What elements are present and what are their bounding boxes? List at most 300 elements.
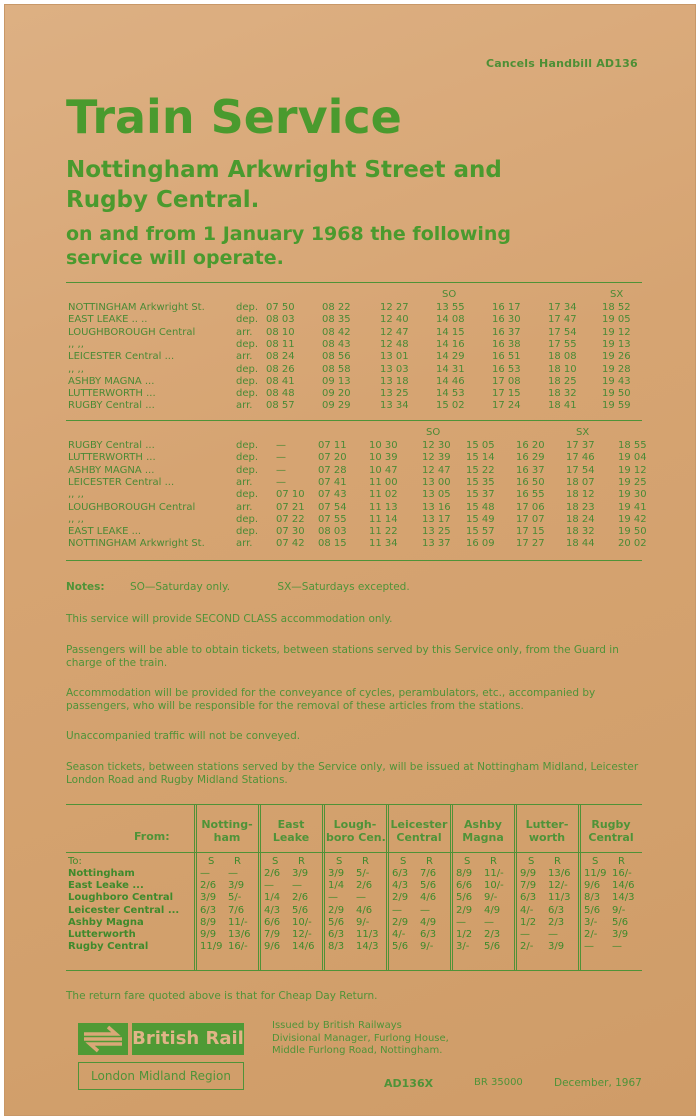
timetable-time: 19 26 [602,351,631,363]
fare-value: 14/3 [612,892,635,904]
issued-line: Divisional Manager, Furlong House, [272,1032,449,1044]
fare-value: 5/- [356,868,370,879]
issued-line: Middle Furlong Road, Nottingham. [272,1045,443,1056]
subtitle-line-2: Rugby Central. [66,187,260,213]
timetable-time: 17 15 [516,526,545,538]
fare-value: 4/3 [264,904,281,916]
timetable-time: 07 42 [276,538,305,550]
timetable-time: 19 50 [602,388,631,400]
fare-value: 14/6 [292,941,315,953]
single-return-header: S [400,856,407,867]
timetable-time: 19 28 [602,363,631,375]
timetable-time: 15 02 [436,400,465,412]
fare-value: 4/9 [420,916,437,928]
timetable-arr-dep: dep. [236,440,259,451]
timetable-station: ASHBY MAGNA ... [68,375,155,387]
timetable-time: 19 59 [602,400,631,412]
timetable-time: 07 10 [276,489,305,501]
fares-destination: Lutterworth [68,929,136,940]
timetable-time: 09 20 [322,388,351,400]
fare-value: 4/3 [392,880,409,892]
fares-from-label: From: [134,830,170,843]
timetable-time: 16 20 [516,440,545,451]
timetable-arr-dep: dep. [236,363,259,375]
rule [66,282,642,283]
timetable-column-header: SX [576,427,590,438]
timetable-time: 07 55 [318,513,347,525]
note-paragraph: Accommodation will be provided for the conveyance of cycles, perambulators, etc., accompanied by passengers, who will be responsible for the removal of these articles from the stations. [66,687,596,712]
timetable-time: 07 22 [276,513,305,525]
timetable-station: LEICESTER Central ... [68,476,175,488]
timetable-arr-dep: dep. [236,375,259,387]
fare-value: 5/6 [392,941,409,953]
fare-value: 2/3 [484,929,501,940]
fares-destination: Nottingham [68,868,135,879]
timetable-time: 14 29 [436,351,465,363]
fare-value: 6/3 [328,929,345,940]
fares-column-header: Ashby Magna [462,818,504,844]
timetable-station: RUGBY Central ... [68,400,155,412]
timetable-time: 16 51 [492,351,521,363]
timetable-time: 11 22 [369,526,398,538]
fare-value: 1/2 [456,929,473,940]
fare-value: 11/3 [356,929,379,940]
fares-to-label: To: [68,856,82,867]
column-divider [578,804,579,970]
timetable-time: 12 47 [422,464,451,476]
timetable-station: RUGBY Central ... [68,440,155,451]
fare-value: 3/9 [292,868,309,879]
timetable-time: 19 42 [618,513,647,525]
timetable-station: LUTTERWORTH ... [68,388,156,400]
fare-value: 5/6 [456,892,473,904]
timetable-time: 16 37 [516,464,545,476]
timetable-time: 18 25 [548,375,577,387]
fare-value: — [584,941,594,953]
fare-value: 16/- [228,941,248,953]
intro-line-2: service will operate. [66,247,284,269]
timetable-time: 10 39 [369,452,398,464]
timetable-time: 18 10 [548,363,577,375]
timetable-arr-dep: dep. [236,314,259,326]
note-paragraph: Passengers will be able to obtain tickets, between stations served by this Service only, from the Guard in charge of the train. [66,644,619,669]
timetable-time: 19 41 [618,501,647,513]
timetable-time: 08 15 [318,538,347,550]
timetable-time: 17 55 [548,338,577,350]
timetable-arr-dep: dep. [236,452,259,464]
timetable-time: 16 55 [516,489,545,501]
fare-value: 2/9 [392,892,409,904]
column-divider [194,804,195,970]
fare-value: 3/9 [200,892,217,904]
timetable-time: 15 57 [466,526,495,538]
fare-value: — [200,868,210,879]
timetable-arr-dep: arr. [236,538,253,550]
timetable-time: 12 40 [380,314,409,326]
issued-by [272,1020,449,1058]
single-return-header: S [208,856,215,867]
timetable-time: 14 16 [436,338,465,350]
timetable-time: 08 56 [322,351,351,363]
timetable-time: 14 08 [436,314,465,326]
fares-column-header: Leicester Central [390,818,448,844]
timetable-arr-dep: arr. [236,400,253,412]
single-return-header: S [464,856,471,867]
timetable-time: 13 18 [380,375,409,387]
timetable-arr-dep: dep. [236,513,259,525]
timetable-time: 11 02 [369,489,398,501]
timetable-time: 08 11 [266,338,295,350]
timetable-time: 16 38 [492,338,521,350]
fare-value: 5/6 [328,916,345,928]
single-return-header: R [618,856,625,867]
fare-value: 3/9 [228,880,245,892]
fare-value: 11/9 [200,941,223,953]
single-return-header: R [234,856,241,867]
timetable-time: 19 05 [602,314,631,326]
subtitle-line-1: Nottingham Arkwright Street and [66,157,502,183]
timetable-station: ,, ,, [68,489,84,501]
cancels-note: Cancels Handbill AD136 [486,57,638,70]
timetable-station: NOTTINGHAM Arkwright St. [68,302,205,313]
timetable-time: 16 17 [492,302,521,313]
fares-column-header: Notting- ham [201,818,253,844]
fare-value: 6/3 [420,929,437,940]
timetable-time: 16 09 [466,538,495,550]
timetable-time: — [276,464,286,476]
timetable-station: ASHBY MAGNA ... [68,464,155,476]
timetable-time: 17 07 [516,513,545,525]
column-divider [580,804,581,970]
br-number: BR 35000 [474,1077,523,1088]
timetable-time: 07 43 [318,489,347,501]
fare-value: 11/- [484,868,504,879]
fare-value: 1/4 [328,880,345,892]
timetable-time: 07 20 [318,452,347,464]
fare-value: 3/- [584,916,598,928]
timetable-time: 17 08 [492,375,521,387]
single-return-header: S [528,856,535,867]
timetable-time: 07 50 [266,302,295,313]
timetable-time: 08 58 [322,363,351,375]
timetable-time: 08 41 [266,375,295,387]
column-divider [386,804,387,970]
timetable-time: 19 50 [618,526,647,538]
timetable-arr-dep: dep. [236,338,259,350]
timetable-time: 13 17 [422,513,451,525]
fare-value: 14/6 [612,880,635,892]
issue-date: December, 1967 [554,1077,642,1089]
timetable-arr-dep: dep. [236,526,259,538]
rule [66,804,642,805]
column-divider [452,804,453,970]
fare-value: 5/- [228,892,242,904]
timetable-time: 12 39 [422,452,451,464]
fare-value: 11/- [228,916,248,928]
column-divider [388,804,389,970]
fare-value: 8/3 [584,892,601,904]
timetable-time: — [276,476,286,488]
fare-value: 2/6 [292,892,309,904]
timetable-time: 16 37 [492,326,521,338]
timetable-time: 08 10 [266,326,295,338]
timetable-time: 16 29 [516,452,545,464]
fare-value: — [228,868,238,879]
fare-value: 8/3 [328,941,345,953]
column-divider [322,804,323,970]
fare-value: 8/9 [200,916,217,928]
fare-value: 2/9 [328,904,345,916]
fare-value: 7/6 [420,868,437,879]
timetable-time: 11 00 [369,476,398,488]
fare-value: 2/6 [356,880,373,892]
fare-value: 7/9 [264,929,281,940]
timetable-time: 07 54 [318,501,347,513]
fare-value: 8/9 [456,868,473,879]
fare-value: 3/9 [328,868,345,879]
timetable-time: 19 12 [618,464,647,476]
timetable-time: 17 54 [548,326,577,338]
timetable-time: 12 47 [380,326,409,338]
single-return-header: R [426,856,433,867]
british-rail-wordmark: British Rail [132,1023,244,1055]
fare-value: 9/9 [200,929,217,940]
timetable-time: 15 22 [466,464,495,476]
fares-column-header: East Leake [272,818,310,844]
timetable-time: — [276,452,286,464]
timetable-time: 13 55 [436,302,465,313]
timetable-arr-dep: arr. [236,501,253,513]
fares-column-header: Lough- boro Cen. [326,818,386,844]
timetable-station: LOUGHBOROUGH Central [68,501,196,513]
timetable-time: 19 30 [618,489,647,501]
timetable-time: 19 25 [618,476,647,488]
fare-value: 9/- [612,904,626,916]
timetable-time: 18 23 [566,501,595,513]
timetable-time: 18 12 [566,489,595,501]
fare-value: 3/9 [612,929,629,940]
fare-value: 2/6 [264,868,281,879]
fares-destination: Rugby Central [68,941,149,953]
timetable-time: 17 34 [548,302,577,313]
fares-destination: Leicester Central ... [68,904,180,916]
timetable-arr-dep: dep. [236,388,259,400]
timetable-time: 17 47 [548,314,577,326]
issued-line: Issued by British Railways [272,1020,402,1031]
single-return-header: R [298,856,305,867]
notes-line [66,581,410,593]
timetable-column-header: SO [442,289,457,300]
column-divider [258,804,259,970]
column-divider [324,804,325,970]
fare-value: 13/6 [548,868,571,879]
fare-value: — [520,929,530,940]
fare-value: 9/9 [520,868,537,879]
fare-value: 5/6 [584,904,601,916]
timetable-time: 11 13 [369,501,398,513]
timetable-time: 14 53 [436,388,465,400]
timetable-time: 20 02 [618,538,647,550]
timetable-time: 13 16 [422,501,451,513]
timetable-time: 08 24 [266,351,295,363]
fare-value: 2/- [520,941,534,953]
fare-value: 1/4 [264,892,281,904]
timetable-time: 18 24 [566,513,595,525]
timetable-time: 18 52 [602,302,631,313]
rule [66,970,642,971]
fare-value: 2/- [584,929,598,940]
timetable-station: ,, ,, [68,338,84,350]
fare-value: 4/6 [356,904,373,916]
timetable-time: 07 11 [318,440,347,451]
timetable-time: 10 47 [369,464,398,476]
timetable-time: 13 34 [380,400,409,412]
single-return-header: R [554,856,561,867]
fare-value: 14/3 [356,941,379,953]
timetable-station: LUTTERWORTH ... [68,452,156,464]
timetable-time: 12 30 [422,440,451,451]
timetable-station: LOUGHBOROUGH Central [68,326,196,338]
timetable-time: 19 04 [618,452,647,464]
timetable-time: 07 28 [318,464,347,476]
fare-value: 5/6 [292,904,309,916]
timetable-time: 08 03 [266,314,295,326]
fares-footnote: The return fare quoted above is that for Cheap Day Return. [66,990,378,1002]
timetable-time: 12 27 [380,302,409,313]
fare-value: — [292,880,302,892]
fare-value: 3/- [456,941,470,953]
timetable-station: EAST LEAKE .. .. [68,314,148,326]
single-return-header: S [336,856,343,867]
note-paragraph: This service will provide SECOND CLASS accommodation only. [66,613,393,625]
timetable-time: 18 44 [566,538,595,550]
timetable-time: 18 08 [548,351,577,363]
timetable-time: 13 25 [380,388,409,400]
timetable-time: 19 43 [602,375,631,387]
timetable-time: 16 53 [492,363,521,375]
fare-value: 10/- [484,880,504,892]
notes-label: Notes: [66,581,105,593]
single-return-header: R [362,856,369,867]
timetable-arr-dep: dep. [236,489,259,501]
rule [66,420,642,421]
fare-value: — [392,904,402,916]
timetable-time: 15 14 [466,452,495,464]
timetable-column-header: SO [426,427,441,438]
timetable-time: 18 07 [566,476,595,488]
column-divider [260,804,261,970]
timetable-time: 17 27 [516,538,545,550]
region-box: London Midland Region [78,1062,244,1090]
timetable-time: 13 01 [380,351,409,363]
timetable-time: 08 22 [322,302,351,313]
fare-value: 11/9 [584,868,607,879]
timetable-time: 08 42 [322,326,351,338]
timetable-time: 17 54 [566,464,595,476]
timetable-time: 17 06 [516,501,545,513]
fare-value: 7/9 [520,880,537,892]
fare-value: 6/3 [392,868,409,879]
timetable-time: 07 21 [276,501,305,513]
fare-value: — [356,892,366,904]
single-return-header: R [490,856,497,867]
fare-value: 6/3 [200,904,217,916]
fare-value: 6/6 [264,916,281,928]
page-title: Train Service [66,90,402,144]
single-return-header: S [592,856,599,867]
fare-value: 1/2 [520,916,537,928]
fare-value: — [548,929,558,940]
fare-value: — [420,904,430,916]
timetable-time: 08 26 [266,363,295,375]
fare-value: 6/3 [520,892,537,904]
timetable-time: 17 24 [492,400,521,412]
fare-value: 4/- [520,904,534,916]
timetable-time: 19 12 [602,326,631,338]
fare-value: — [484,916,494,928]
timetable-time: 11 14 [369,513,398,525]
timetable-time: 13 00 [422,476,451,488]
timetable-arr-dep: arr. [236,476,253,488]
notes-so: SO—Saturday only. [129,581,231,593]
fare-value: 7/6 [228,904,245,916]
timetable-time: — [276,440,286,451]
timetable-time: 15 35 [466,476,495,488]
timetable-time: 08 43 [322,338,351,350]
timetable-time: 07 41 [318,476,347,488]
fare-value: 10/- [292,916,312,928]
timetable-time: 08 35 [322,314,351,326]
fare-value: — [456,916,466,928]
timetable-station: NOTTINGHAM Arkwright St. [68,538,205,550]
timetable-time: 15 05 [466,440,495,451]
rule [66,560,642,561]
fare-value: 9/6 [584,880,601,892]
timetable-time: 07 30 [276,526,305,538]
timetable-time: 15 49 [466,513,495,525]
timetable-time: 16 50 [516,476,545,488]
note-paragraph: Season tickets, between stations served by the Service only, will be issued at Nottingham Midland, Leicester London Road and Rugby Midland Stations. [66,761,639,786]
fare-value: 9/- [356,916,370,928]
handbill [4,4,696,1116]
fare-value: 4/- [392,929,406,940]
fares-destination: Loughboro Central [68,892,174,904]
fare-value: — [612,941,622,953]
timetable-time: 09 13 [322,375,351,387]
timetable-time: 13 37 [422,538,451,550]
fare-value: 5/6 [420,880,437,892]
fare-value: 2/9 [392,916,409,928]
fare-value: 13/6 [228,929,251,940]
fare-value: 5/6 [484,941,501,953]
fare-value: 2/6 [200,880,217,892]
notes-sx: SX—Saturdays excepted. [277,581,410,593]
timetable-time: 13 05 [422,489,451,501]
british-rail-logo [78,1023,244,1055]
timetable-time: 16 30 [492,314,521,326]
fare-value: 12/- [292,929,312,940]
fare-value: 9/- [484,892,498,904]
fare-value: 5/6 [612,916,629,928]
timetable-time: 14 46 [436,375,465,387]
timetable-time: 13 03 [380,363,409,375]
timetable-time: 15 48 [466,501,495,513]
fare-value: — [328,892,338,904]
timetable-column-header: SX [610,289,624,300]
timetable-time: 17 37 [566,440,595,451]
timetable-time: 08 57 [266,400,295,412]
note-paragraph: Unaccompanied traffic will not be conveyed. [66,730,301,742]
